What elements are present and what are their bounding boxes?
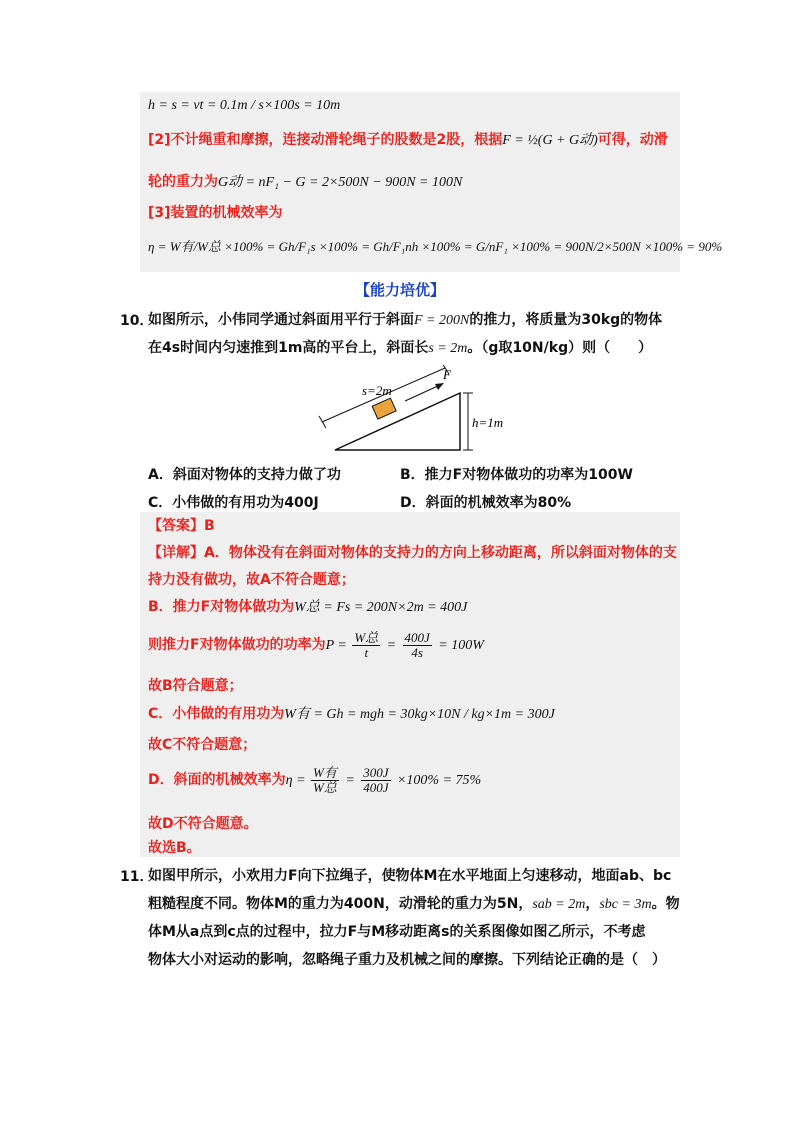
q11-line4: 物体大小对运动的影响，忽略绳子重力及机械之间的摩擦。下列结论正确的是（ ） [148,952,666,968]
p-lhs: P = [325,638,351,653]
d-frac1-num: W有 [313,764,337,780]
c-conclusion: 故C不符合题意； [148,737,257,753]
answer-label: 【答案】B [148,518,215,534]
q11-number: 11． [120,869,154,885]
q10-text1-a: 如图所示，小伟同学通过斜面用平行于斜面 [148,312,414,328]
prev-solution-line2 [148,130,668,151]
q10-option-d: D．斜面的机械效率为80% [400,495,572,511]
q10-text1-formula: F = 200N [414,313,470,328]
eff-part-2: Gh/F₁s ×100% = [278,239,374,254]
q11-line1: 如图甲所示，小欢用力F向下拉绳子，使物体M在水平地面上匀速移动，地面ab、bc [148,868,672,884]
q10-text2-formula: s = 2m [428,341,468,356]
q11-sep: ， [585,896,600,912]
d-frac2-den: 400J [363,779,389,795]
c-formula: W有 = Gh = mgh = 30kg×10N / kg×1m = 300J [284,707,555,722]
q10-option-c: C．小伟做的有用功为400J [148,495,319,511]
p-frac2-den: 4s [411,644,423,660]
d-lhs: η = [285,773,310,788]
final-answer: 故选B。 [148,840,201,856]
q10-option-a: A．斜面对物体的支持力做了功 [148,467,341,483]
h-label: h=1m [472,415,504,430]
q11-line3: 体M从a点到c点的过程中，拉力F与M移动距离s的关系图像如图乙所示，不考虑 [148,924,646,940]
incline-figure [310,365,520,455]
prev-solution-line1: h = s = vt = 0.1m / s×100s = 10m [148,98,341,113]
detail-d-line: D．斜面的机械效率为η = $\frac{\text{W有}}{\text{W总}}$ = $\frac{300J}{400J}$ ×100% = 75% [148,764,482,795]
efficiency-formula: η = W有/W总 ×100% = Gh/F₁s ×100% = Gh/F₁nh ×100% = G/nF₁ ×100% = 900N/2×500N ×100% = 90% [148,239,723,254]
prev-solution-line4: [3]装置的机械效率为 [148,205,283,221]
q10-text2-b: 。（g取10N/kg）则（ ） [467,340,653,356]
p-frac2-num: 400J [404,629,430,645]
p-frac1-num: W总 [354,629,379,645]
eff-part-3: Gh/F₁nh ×100% = [373,239,476,254]
eff-part-4: G/nF₁ ×100% = [475,239,566,254]
d-prefix: D．斜面的机械效率为 [148,772,286,788]
b-conclusion: 故B符合题意； [148,678,243,694]
s-tick-left [319,416,326,428]
incline-triangle [335,393,460,450]
q10-text2-a: 在4s时间内匀速推到1m高的平台上，斜面长 [148,340,429,356]
p-prefix: 则推力F对物体做功的功率为 [148,637,326,653]
prev-line2-formula: F = ½(G + G动) [502,133,598,148]
c-prefix: C．小伟做的有用功为 [148,706,285,722]
d-fraction-1 [311,766,339,795]
prev-line3-formula: G动 = nF₁ − G = 2×500N − 900N = 100N [218,175,463,190]
prev-line2-suffix: 可得，动滑 [597,132,668,148]
detail-b-line [148,597,467,618]
s-label: s=2m [362,383,392,398]
q11-sab: sab = 2m [532,897,586,912]
q10-option-b: B．推力F对物体做功的功率为100W [400,467,633,483]
eff-part-1: W有/W总 ×100% = [169,239,279,254]
force-arrowhead [435,383,444,390]
q11-line2-a: 粗糙程度不同。物体M的重力为400N，动滑轮的重力为5N， [148,896,533,912]
b-prefix: B．推力F对物体做功为 [148,599,295,615]
prev-line2-prefix: [2]不计绳重和摩擦，连接动滑轮绳子的股数是2股，根据 [148,132,503,148]
p-fraction-1 [352,631,380,660]
detail-p-line: 则推力F对物体做功的功率为P = $\frac{\text{W总}}{t}$ = $\frac{400J}{4s}$ = 100W [148,629,484,660]
section-title: 【能力培优】 [354,281,445,299]
force-arrow [405,385,440,401]
prev-solution-line3 [148,172,462,193]
p-result: = 100W [438,638,484,653]
prev-line3-prefix: 轮的重力为 [148,174,218,190]
p-frac1-den: t [364,644,369,660]
q11-sbc: sbc = 3m [599,897,652,912]
detail-line1: 【详解】A．物体没有在斜面对物体的支持力的方向上移动距离，所以斜面对物体的支 [148,545,677,561]
d-frac2-num: 300J [363,764,389,780]
q11-line2 [148,894,680,915]
q10-text1-b: 的推力，将质量为30kg的物体 [469,312,663,328]
block [372,398,396,419]
detail-c-line [148,704,555,725]
q11-line2-b: 。物 [651,896,680,912]
d-fraction-2 [361,766,390,795]
q10-text-line2 [148,338,652,359]
b-formula: W总 = Fs = 200N×2m = 400J [294,600,468,615]
d-conclusion: 故D不符合题意。 [148,816,258,832]
d-frac1-den: W总 [313,779,337,795]
q10-number: 10． [120,313,154,329]
detail-line2: 持力没有做功，故A不符合题意； [148,572,355,588]
q10-text-line1 [148,310,662,331]
p-fraction-2 [403,631,432,660]
d-result: ×100% = 75% [396,773,482,788]
f-label: F [443,367,451,382]
eff-part-5: 900N/2×500N ×100% = 90% [565,239,723,254]
